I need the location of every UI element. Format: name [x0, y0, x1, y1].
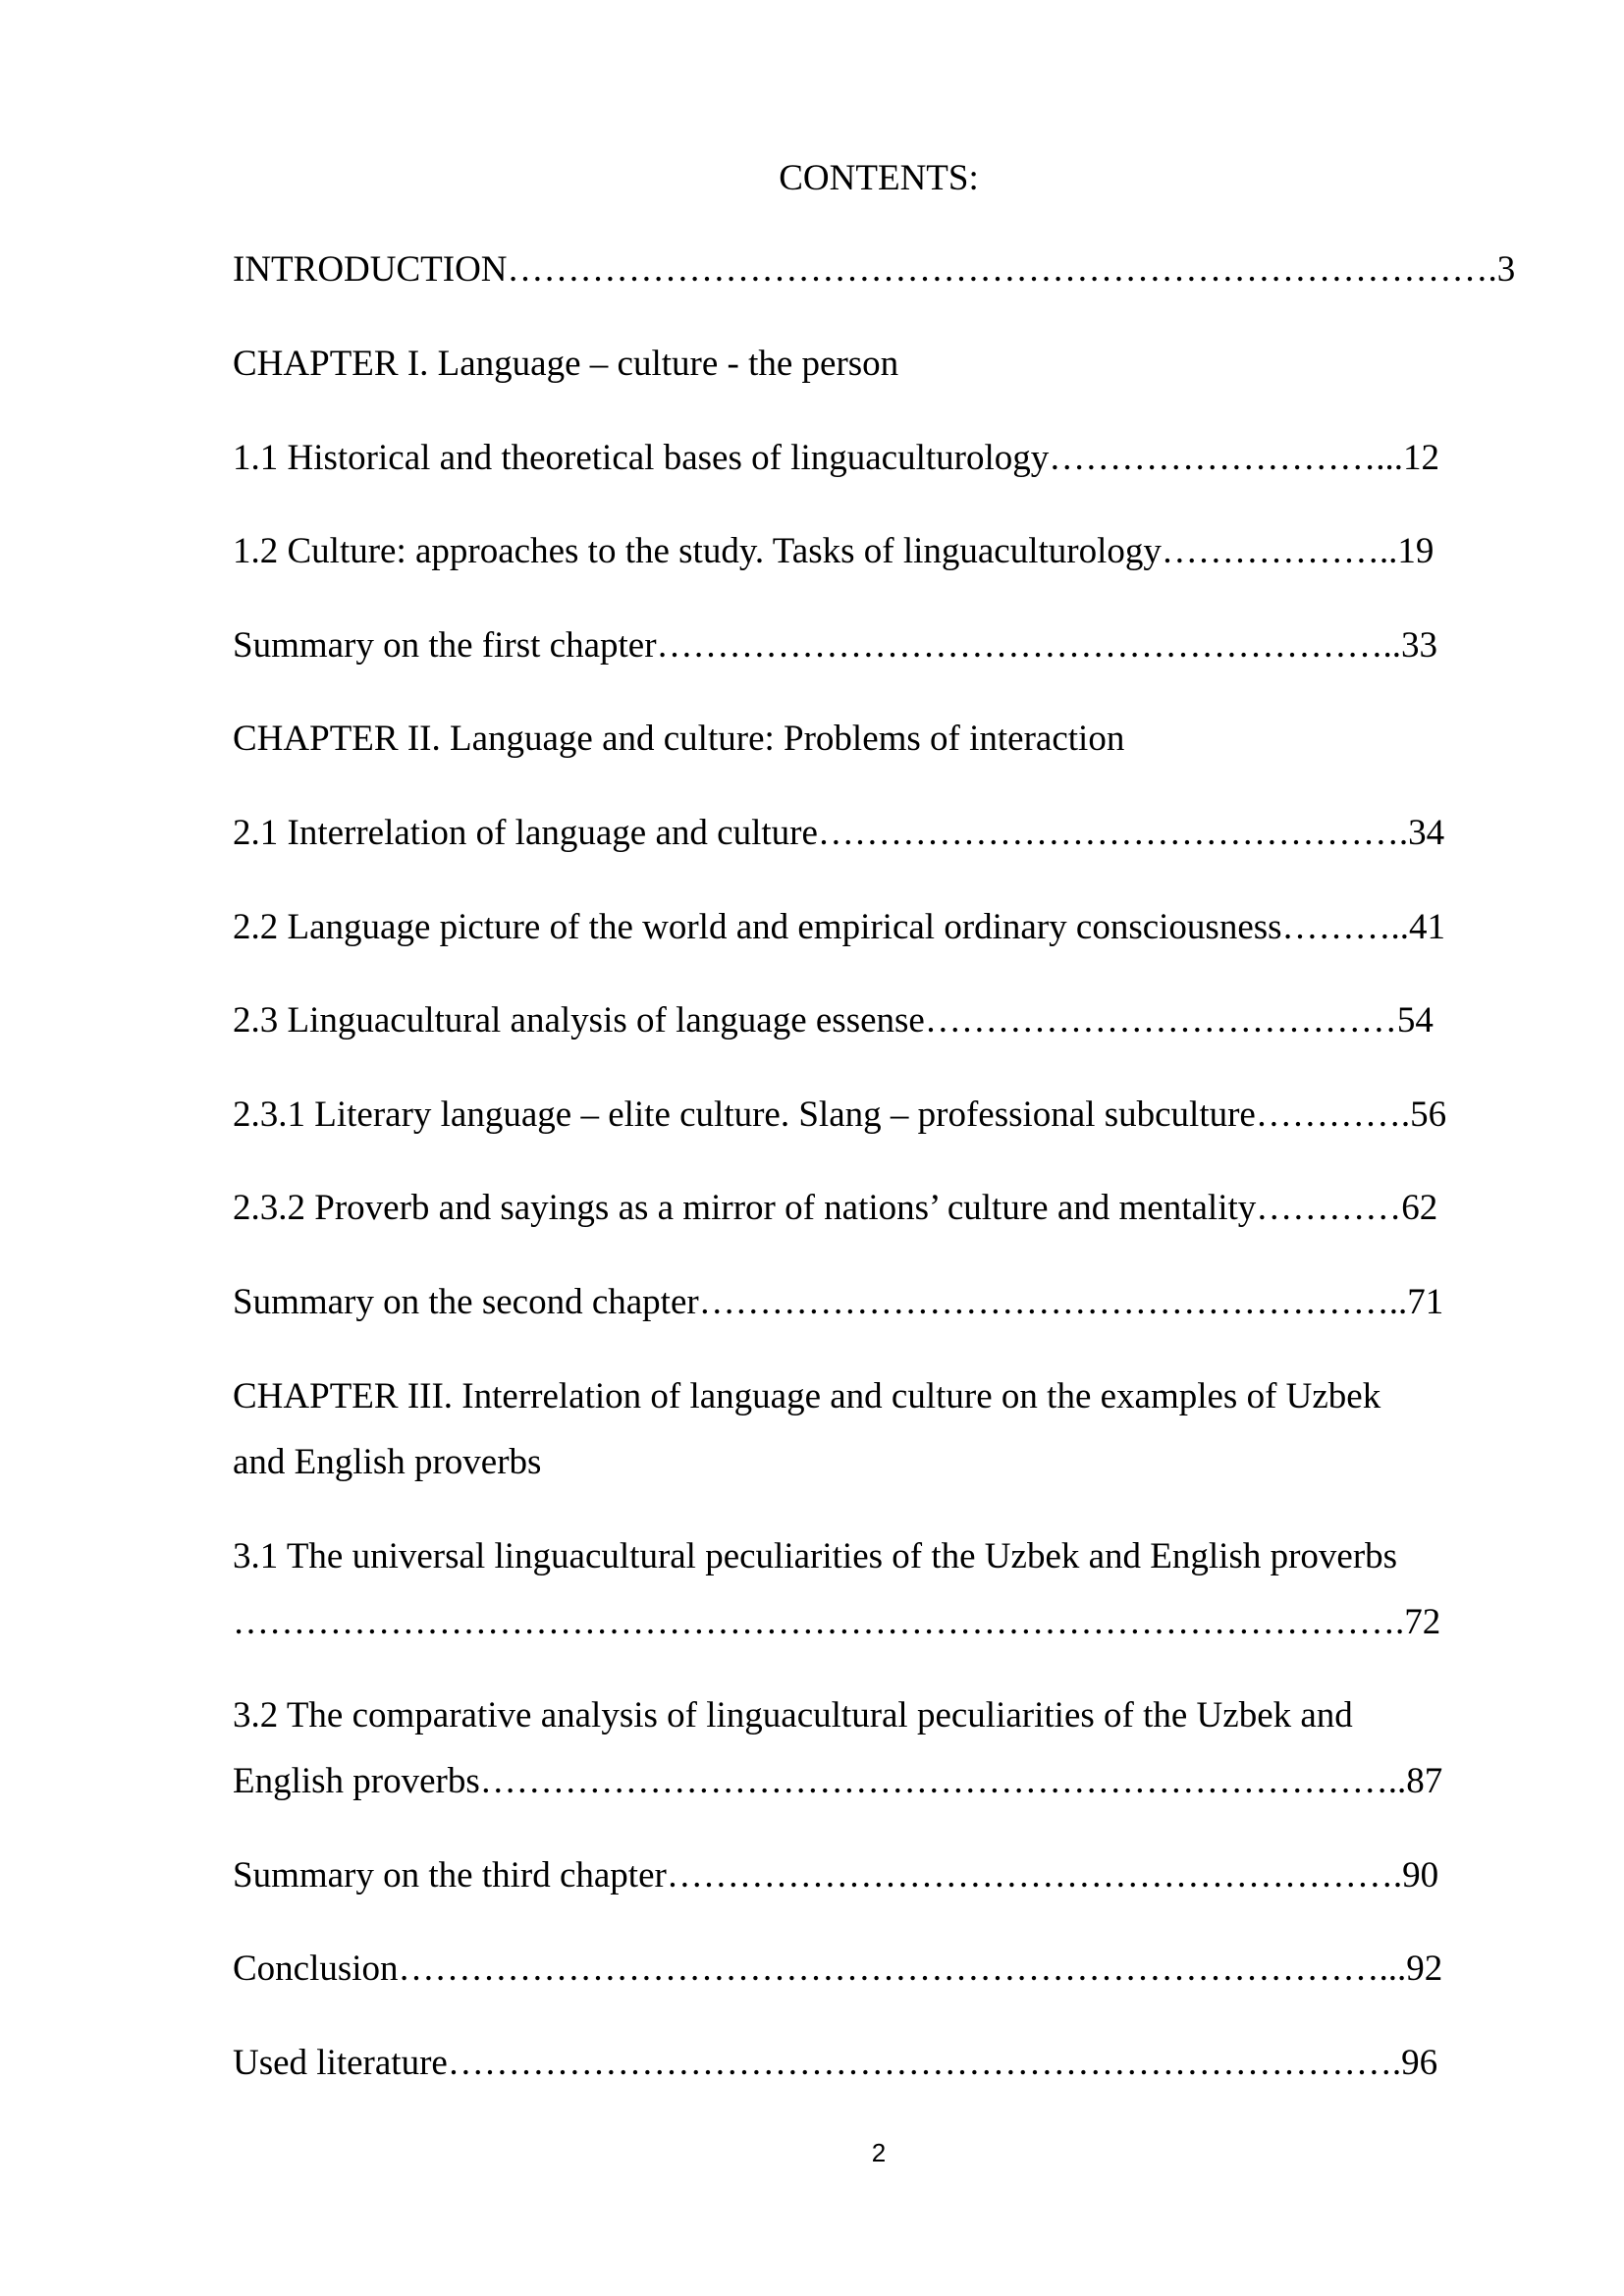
toc-entry-3-1: 3.1 The universal linguacultural peculiarities of the Uzbek and English proverbs: [233, 1536, 1398, 1576]
toc-entry-2-1: 2.1 Interrelation of language and culture………………………………………….34: [233, 813, 1445, 853]
toc-entry-1-2: 1.2 Culture: approaches to the study. Tasks of linguaculturology………………..19: [233, 531, 1435, 571]
toc-entry-introduction: INTRODUCTION……………………………………………………………………….3: [233, 249, 1516, 290]
contents-heading: CONTENTS:: [779, 158, 979, 198]
toc-entry-3-2: 3.2 The comparative analysis of linguacultural peculiarities of the Uzbek and: [233, 1695, 1353, 1735]
toc-chapter-3-title-cont: and English proverbs: [233, 1442, 542, 1482]
toc-entry-summary-2: Summary on the second chapter…………………………………………………..71: [233, 1282, 1444, 1322]
toc-chapter-2-title: CHAPTER II. Language and culture: Problems of interaction: [233, 719, 1125, 759]
toc-entry-3-1-leader: …………………………………………………………………………………….72: [233, 1602, 1441, 1642]
toc-chapter-1-title: CHAPTER I. Language – culture - the person: [233, 344, 899, 384]
toc-entry-2-3-1: 2.3.1 Literary language – elite culture. Slang – professional subculture………….56: [233, 1095, 1447, 1135]
toc-entry-2-3-2: 2.3.2 Proverb and sayings as a mirror of nations’ culture and mentality…………62: [233, 1188, 1438, 1228]
toc-entry-3-2-cont: English proverbs…………………………………………………………………..87: [233, 1761, 1443, 1801]
toc-entry-conclusion: Conclusion………………………………………………………………………...92: [233, 1949, 1443, 1989]
toc-entry-1-1: 1.1 Historical and theoretical bases of linguaculturology………………………...12: [233, 438, 1439, 478]
toc-entry-2-3: 2.3 Linguacultural analysis of language essense…………………………………54: [233, 1000, 1434, 1041]
page-number: 2: [871, 2138, 887, 2167]
toc-chapter-3-title: CHAPTER III. Interrelation of language and culture on the examples of Uzbek: [233, 1376, 1381, 1416]
toc-entry-used-literature: Used literature…………………………………………………………………….96: [233, 2043, 1438, 2083]
toc-entry-summary-3: Summary on the third chapter…………………………………………………….90: [233, 1855, 1439, 1896]
toc-entry-2-2: 2.2 Language picture of the world and empirical ordinary consciousness………..41: [233, 907, 1446, 947]
toc-entry-summary-1: Summary on the first chapter……………………………………………………..33: [233, 625, 1438, 666]
